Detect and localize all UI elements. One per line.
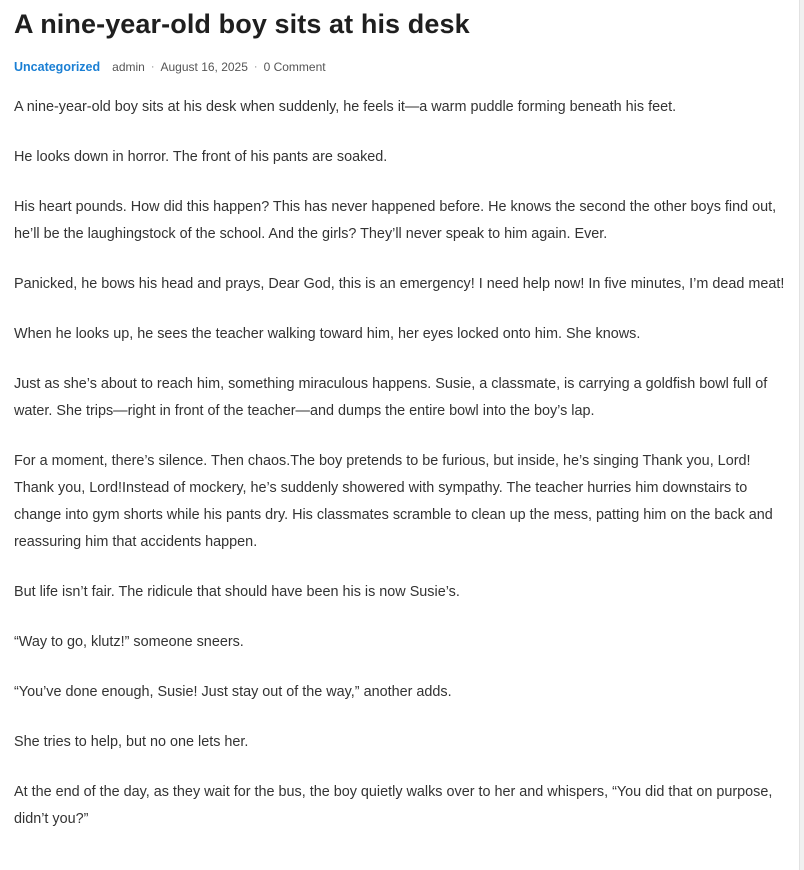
paragraph: His heart pounds. How did this happen? This has never happened before. He knows the second the other boys find out, he’ll be the laughingstock of the school. And the girls? They’ll never speak to him again. Ever. bbox=[14, 199, 777, 242]
category-link[interactable]: Uncategorized bbox=[14, 60, 101, 74]
post-title: A nine-year-old boy sits at his desk bbox=[14, 9, 470, 39]
paragraph: Panicked, he bows his head and prays, Dear God, this is an emergency! I need help now! In five minutes, I’m dead meat! bbox=[14, 276, 785, 292]
paragraph: “Way to go, klutz!” someone sneers. bbox=[14, 634, 244, 650]
meta-separator: · bbox=[150, 61, 155, 73]
meta-separator: · bbox=[253, 61, 258, 73]
author-link[interactable]: admin bbox=[112, 60, 145, 74]
paragraph: A nine-year-old boy sits at his desk when suddenly, he feels it—a warm puddle forming beneath his feet. bbox=[14, 99, 677, 115]
paragraph: But life isn’t fair. The ridicule that should have been his is now Susie’s. bbox=[14, 584, 460, 600]
post-date[interactable]: August 16, 2025 bbox=[160, 60, 248, 74]
paragraph: For a moment, there’s silence. Then chaos.The boy pretends to be furious, but inside, he’s singing Thank you, Lord! Thank you, Lord!Instead of mockery, he’s suddenly showered with sympathy. The teacher hurries him downstairs to change into gym shorts while his pants dry. His classmates scramble to clean up the mess, patting him on the back and reassuring him that accidents happen. bbox=[14, 453, 773, 550]
paragraph: Just as she’s about to reach him, something miraculous happens. Susie, a classmate, is carrying a goldfish bowl full of water. She trips—right in front of the teacher—and dumps the entire bowl into the boy’s lap. bbox=[14, 376, 768, 419]
page-scrollbar[interactable] bbox=[799, 0, 804, 870]
post-body bbox=[14, 94, 786, 833]
paragraph: When he looks up, he sees the teacher walking toward him, her eyes locked onto him. She knows. bbox=[14, 326, 641, 342]
comments-link[interactable]: 0 Comment bbox=[263, 60, 326, 74]
paragraph: He looks down in horror. The front of his pants are soaked. bbox=[14, 149, 388, 165]
paragraph: She tries to help, but no one lets her. bbox=[14, 734, 249, 750]
post-meta bbox=[14, 58, 786, 76]
paragraph: “You’ve done enough, Susie! Just stay out of the way,” another adds. bbox=[14, 684, 452, 700]
paragraph: At the end of the day, as they wait for the bus, the boy quietly walks over to her and whispers, “You did that on purpose, didn’t you?” bbox=[14, 784, 773, 827]
article bbox=[14, 0, 786, 856]
